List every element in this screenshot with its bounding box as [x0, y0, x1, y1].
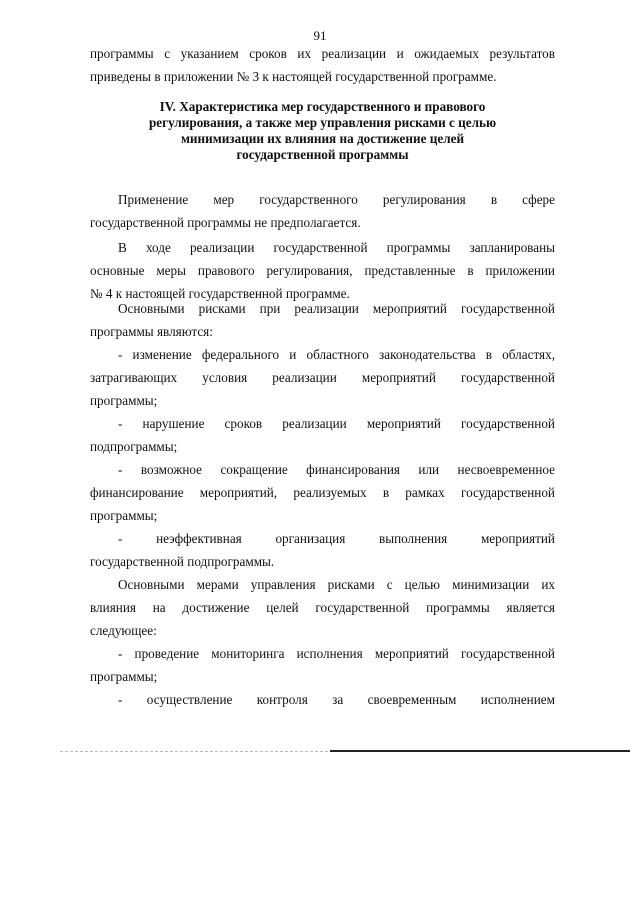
section-heading	[90, 99, 555, 163]
intro-line: программы с указанием сроков их реализации и ожидаемых результатов	[90, 46, 555, 61]
heading-line: минимизации их влияния на достижение целей	[180, 131, 465, 146]
body-line: - нарушение сроков реализации мероприятий государственной	[118, 416, 555, 431]
body-line: - осуществление контроля за своевременным исполнением	[118, 692, 555, 707]
body-line: следующее:	[90, 623, 157, 638]
body-line: - неэффективная организация выполнения мероприятий	[118, 531, 555, 546]
scan-divider-line	[330, 750, 630, 752]
body-line: программы;	[90, 508, 158, 523]
body-line: - изменение федерального и областного законодательства в областях,	[118, 347, 555, 362]
body-line: - возможное сокращение финансирования или несвоевременное	[118, 462, 555, 477]
body-line: Основными мерами управления рисками с целью минимизации их	[118, 577, 555, 592]
body-line: финансирование мероприятий, реализуемых в рамках государственной	[90, 485, 555, 500]
scan-divider-dashed	[60, 751, 328, 752]
body-line: государственной подпрограммы.	[90, 554, 275, 569]
page-number: 91	[313, 28, 327, 43]
body-line: программы;	[90, 393, 158, 408]
heading-line: государственной программы	[236, 147, 409, 162]
body-line: подпрограммы;	[90, 439, 178, 454]
body-line: влияния на достижение целей государственной программы является	[90, 600, 555, 615]
body-line: затрагивающих условия реализации мероприятий государственной	[90, 370, 555, 385]
body-line: программы являются:	[90, 324, 213, 339]
heading-line: регулирования, а также мер управления рисками с целью	[148, 115, 497, 130]
body-line: основные меры правового регулирования, представленные в приложении	[90, 263, 555, 278]
body-line: В ходе реализации государственной программы запланированы	[118, 240, 555, 255]
body-line: № 4 к настоящей государственной программе.	[90, 286, 350, 301]
body-line: государственной программы не предполагается.	[90, 215, 361, 230]
intro-line: приведены в приложении № 3 к настоящей государственной программе.	[90, 69, 497, 84]
body-line: Применение мер государственного регулирования в сфере	[118, 192, 555, 207]
heading-line: IV. Характеристика мер государственного и правового	[159, 99, 486, 114]
body-line: программы;	[90, 669, 158, 684]
body-line: Основными рисками при реализации мероприятий государственной	[118, 301, 555, 316]
body-line: - проведение мониторинга исполнения мероприятий государственной	[118, 646, 555, 661]
